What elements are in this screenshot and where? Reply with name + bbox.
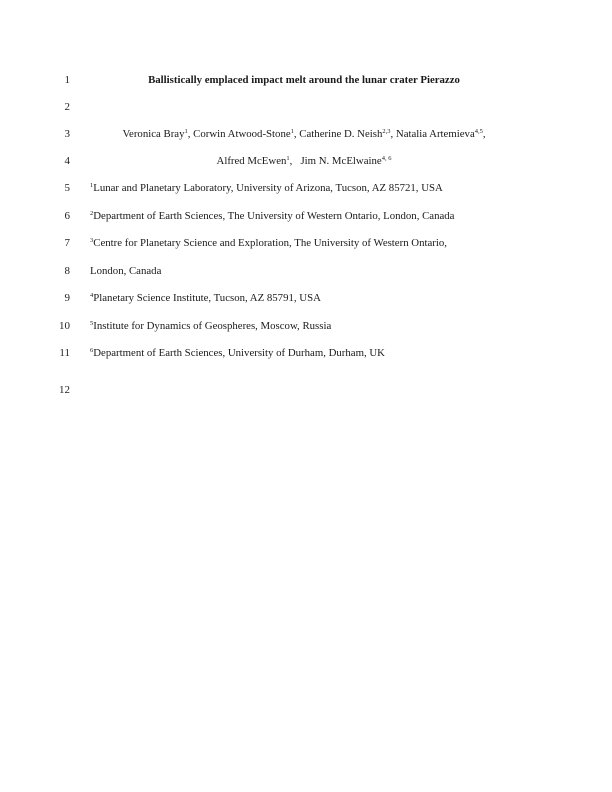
author-separator: , <box>390 128 396 140</box>
affiliation-text: Institute for Dynamics of Geospheres, Moscow, Russia <box>93 320 332 332</box>
line-number: 6 <box>64 210 70 222</box>
author-separator: , <box>482 128 486 140</box>
affiliation <box>90 290 321 306</box>
affiliation-text: Lunar and Planetary Laboratory, University of Arizona, Tucson, AZ 85721, USA <box>93 182 443 194</box>
affiliation <box>90 318 331 334</box>
affiliation <box>90 235 447 251</box>
author-affiliation-marker: 2,3 <box>382 128 391 135</box>
affiliation-marker: 2 <box>90 210 94 217</box>
affiliation-marker: 5 <box>90 320 94 327</box>
line-4 <box>0 153 612 169</box>
line-number: 1 <box>64 74 70 86</box>
affiliation-text: Planetary Science Institute, Tucson, AZ 85791, USA <box>93 292 321 304</box>
line-number: 11 <box>59 347 70 359</box>
line-5 <box>0 180 612 196</box>
affiliation <box>90 208 454 224</box>
line-2 <box>0 99 612 115</box>
line-number: 10 <box>59 320 70 332</box>
line-3 <box>0 126 612 142</box>
affiliation-text: Centre for Planetary Science and Exploration, The University of Western Ontario, <box>93 237 447 249</box>
author-list <box>90 153 518 169</box>
paper-title: Ballistically emplaced impact melt around the lunar crater Pierazzo <box>148 74 460 86</box>
affiliation <box>90 180 443 196</box>
author-affiliation-marker: 4, 6 <box>381 155 392 162</box>
line-number: 7 <box>64 237 70 249</box>
line-number: 5 <box>64 182 70 194</box>
line-7 <box>0 235 612 251</box>
line-number: 2 <box>64 101 70 113</box>
affiliation-marker: 1 <box>90 182 94 189</box>
line-number: 3 <box>64 128 70 140</box>
affiliation-marker: 6 <box>90 347 94 354</box>
author-name: Jim N. McElwaine <box>300 155 382 167</box>
author-affiliation-marker: 1 <box>286 155 290 162</box>
author-name: Veronica Bray <box>122 128 185 140</box>
affiliation-marker: 4 <box>90 292 94 299</box>
line-9 <box>0 290 612 306</box>
line-1 <box>0 72 612 88</box>
affiliation-text: Department of Earth Sciences, The University of Western Ontario, London, Canada <box>93 210 455 222</box>
line-8 <box>0 263 612 279</box>
line-number: 8 <box>64 265 70 277</box>
author-separator: , <box>187 128 194 140</box>
line-number: 4 <box>64 155 70 167</box>
author-affiliation-marker: 4,5 <box>474 128 483 135</box>
line-12 <box>0 382 612 398</box>
affiliation-text: London, Canada <box>90 265 162 277</box>
affiliation-marker: 3 <box>90 237 94 244</box>
line-10 <box>0 318 612 334</box>
author-name: Natalia Artemieva <box>395 128 475 140</box>
affiliation-text: Department of Earth Sciences, University of Durham, Durham, UK <box>93 347 385 359</box>
author-affiliation-marker: 1 <box>184 128 188 135</box>
line-6 <box>0 208 612 224</box>
author-affiliation-marker: 1 <box>290 128 294 135</box>
author-name: Alfred McEwen <box>216 155 287 167</box>
line-11 <box>0 345 612 361</box>
line-number: 12 <box>59 384 70 396</box>
author-separator: , <box>289 155 301 167</box>
affiliation <box>90 345 385 361</box>
author-name: Corwin Atwood-Stone <box>193 128 291 140</box>
line-number: 9 <box>64 292 70 304</box>
author-separator: , <box>293 128 300 140</box>
author-list <box>90 126 518 142</box>
author-name: Catherine D. Neish <box>299 128 383 140</box>
